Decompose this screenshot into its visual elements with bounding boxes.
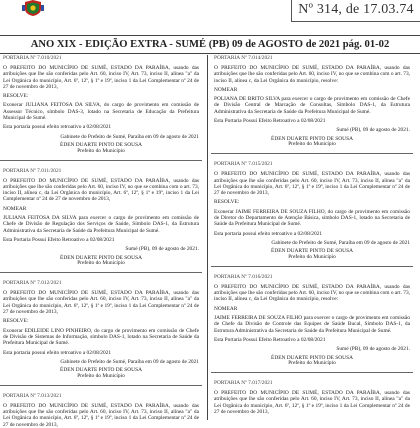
portaria-effect: Esta Portaria Possui Efeito Retroativo a 02/08/2021 <box>3 236 115 243</box>
portaria-block <box>3 168 199 274</box>
municipal-coat-of-arms-logo <box>22 0 44 16</box>
signer-name: ÉDEN DUARTE PINTO DE SOUSA <box>271 135 353 142</box>
portaria-date: Sumé (PB), 09 de agosto de 2021. <box>125 246 199 253</box>
block-divider <box>211 372 413 373</box>
signer-role: Prefeito do Município <box>288 360 336 367</box>
portaria-verb: RESOLVE: <box>3 93 29 100</box>
portaria-body: Exonerar JULIANA FEITOSA DA SILVA, do cargo de provimento em comissão de Assessor Técnico, símbolo DAS-3, lotado na Secretaria de Educação da Prefeitura Municipal de Sumé. <box>3 102 199 122</box>
column-separator <box>207 55 208 420</box>
header-rule-top <box>0 35 420 36</box>
portaria-intro: O PREFEITO DO MUNICÍPIO DE SUMÉ, ESTADO DA PARAÍBA, usando das atribuições que lhe são conferidas pelo Art. 60, inciso IV, Art. 73, inciso II, alínea "a" da Lei Orgânica do município, Art. 6º, 12º, § 1º e 19º, inciso 1 da Lei Complementar nº 24 de 27 de novembro de 2013, <box>214 171 410 197</box>
signer-role: Prefeito do Município <box>288 254 336 261</box>
portaria-date: Sumé (PB), 09 de agosto de 2021. <box>336 346 410 353</box>
portaria-body: JULIANA FEITOSA DA SILVA para exercer o cargo de provimento em comissão de Chefe de Divisão de Regulação dos Serviços de Saúde, Símbolo DAS-1, da Estrutura Administrativa da Secretaria de Saúde da Prefeitura Municipal de Sumé. <box>3 215 199 234</box>
portaria-date: Gabinete do Prefeito de Sumé, Paraíba em 09 de agosto de 2021 <box>60 133 199 140</box>
portaria-effect: Esta Portaria Possui Efeito Retroativo a 02/08/2021 <box>214 118 326 125</box>
portaria-intro: O PREFEITO DO MUNICÍPIO DE SUMÉ, ESTADO DA PARAÍBA, usando das atribuições que lhe são conferidas pelo Art. 60, inciso IV, no que se combina com o art. 73, inciso II, alínea c, da Lei Orgânica do município, resolve: <box>214 283 411 303</box>
block-divider <box>0 385 202 386</box>
portaria-body: Exonerar EDILEIDE LINO PINHEIRO, do cargo de provimento em comissão de Chefe de Divisão de Sistemas de Informação, símbolo DAS-1, lotado na Secretaria de Saúde da Prefeitura Municipal de Sumé. <box>3 327 199 347</box>
portaria-verb: NOMEAR <box>3 205 27 212</box>
portaria-block <box>3 280 199 386</box>
portaria-intro: O PREFEITO DO MUNICÍPIO DE SUMÉ, ESTADO DA PARAÍBA, usando das atribuições que lhe são conferidas pelo Art. 60, inciso IV, no que se combina com o art. 73, inciso II, alínea c, da Lei Orgânica do município, Art. 6º, 12º, § 1º e 19º, inciso 1 da Lei Complementar nº 24 de 27 de novembro de 2013, <box>3 177 200 203</box>
signer-name: ÉDEN DUARTE PINTO DE SOUSA <box>60 141 142 148</box>
portaria-signature <box>3 256 199 268</box>
law-number-box: Nº 314, de 17.03.74 <box>291 0 420 22</box>
signer-name: ÉDEN DUARTE PINTO DE SOUSA <box>60 254 142 261</box>
portaria-signature <box>214 137 410 149</box>
portaria-effect: Esta portaria possui efeito retroativo a 02/08/2021 <box>3 124 112 131</box>
portaria-title: PORTARIA Nº 7.012/2021 <box>3 280 62 287</box>
edition-line: ANO XIX - EDIÇÃO EXTRA - SUMÉ (PB) 09 de AGOSTO de 2021 pág. 01-02 <box>30 39 390 50</box>
portaria-block <box>214 55 410 154</box>
portaria-verb: RESOLVE: <box>3 318 29 325</box>
block-divider <box>211 266 413 267</box>
portaria-date: Gabinete do Prefeito de Sumé, Paraíba em 09 de agosto de 2021 <box>60 358 199 365</box>
portaria-intro: O PREFEITO DO MUNICÍPIO DE SUMÉ, ESTADO DA PARAÍBA, usando das atribuições que lhe são conferidas pelo Art. 60, inciso IV, Art. 73, inciso II, alínea "a" da Lei Orgânica do município, Art. 6º, 12º, § 1º e 19º, inciso 1 da Lei Complementar nº 24 de 27 de novembro de 2013, <box>3 402 199 428</box>
portaria-effect: Esta Portaria Possui Efeito Retroativo a 02/08/2021 <box>214 336 326 343</box>
portaria-signature <box>214 356 410 368</box>
signer-role: Prefeito do Município <box>77 260 125 267</box>
portaria-body: JAIME FERREIRA DE SOUZA FILHO para exercer o cargo de provimento em comissão de Chefe da Divisão de Controle das Equipes de Saúde Bucal, Símbolo DAS-1, da Estrutura Administrativa da Secretaria de Saúde da Prefeitura Municipal de Sumé. <box>214 315 410 334</box>
portaria-signature <box>3 143 199 155</box>
portaria-verb: NOMEAR <box>214 305 238 312</box>
portaria-title: PORTARIA Nº 7.011/2021 <box>3 167 62 174</box>
portaria-body: POLIANA DE BRITO SILVA para exercer o cargo de provimento em comissão de Chefe de Divisão Central de Marcação de Consultas, Símbolo DAS-1, da Estrutura Administrativa da Secretaria de Saúde da Prefeitura Municipal de Sumé. <box>214 96 410 115</box>
portaria-signature <box>214 249 410 261</box>
left-column <box>3 55 200 428</box>
portaria-date: Gabinete do Prefeito de Sumé, Paraíba em 09 de agosto de 2021 <box>271 239 410 246</box>
masthead <box>0 0 420 36</box>
portaria-verb: RESOLVE: <box>214 199 240 206</box>
portaria-intro: O PREFEITO DO MUNICÍPIO DE SUMÉ, ESTADO DA PARAÍBA, usando das atribuições que lhe são conferidas pelo Art. 60, inciso IV, no que se combina com o art. 73, inciso II, alínea c, da Lei Orgânica do município, resolve: <box>214 65 411 84</box>
block-divider <box>211 153 413 154</box>
portaria-intro: O PREFEITO DO MUNICÍPIO DE SUMÉ, ESTADO DA PARAÍBA, usando das atribuições que lhe são conferidas pelo Art. 60, inciso IV, Art. 73, inciso II, alínea "a" da Lei Orgânica do município, Art. 6º, 12º, § 1º e 19º, inciso 1 da Lei Complementar nº 24 de 27 de novembro de 2013, <box>214 390 410 415</box>
signer-name: ÉDEN DUARTE PINTO DE SOUSA <box>271 354 353 361</box>
signer-role: Prefeito do Município <box>77 147 125 154</box>
portaria-title: PORTARIA Nº 7.015/2021 <box>214 161 273 168</box>
signer-role: Prefeito do Município <box>288 141 336 148</box>
signer-name: ÉDEN DUARTE PINTO DE SOUSA <box>60 367 142 374</box>
portaria-title: PORTARIA Nº 7.016/2021 <box>214 273 273 280</box>
portaria-date: Sumé (PB), 09 de agosto de 2021. <box>336 127 410 134</box>
portaria-block <box>214 380 410 415</box>
header-rule-bottom <box>0 53 420 54</box>
portaria-body: Exonerar JAIME FERREIRA DE SOUZA FILHO, do cargo de provimento em comissão de Diretor do Departamento de Atenção Básica, símbolo DAS-1, lotado na Secretaria de Saúde da Prefeitura Municipal de Sumé. <box>214 208 410 228</box>
block-divider <box>0 272 202 273</box>
portaria-verb: NOMEAR <box>214 86 238 93</box>
portaria-signature <box>3 368 199 380</box>
portaria-intro: O PREFEITO DO MUNICÍPIO DE SUMÉ, ESTADO DA PARAÍBA, usando das atribuições que lhe são conferidas pelo Art. 60, inciso IV, Art. 73, inciso II, alínea "a" da Lei Orgânica do município, Art. 6º, 12º, § 1º e 19º, inciso 1 da Lei Complementar nº 24 de 27 de novembro de 2013, <box>3 65 199 90</box>
portaria-title: PORTARIA Nº 7.017/2021 <box>214 380 273 387</box>
portaria-block <box>3 55 199 161</box>
portaria-block <box>214 161 410 267</box>
block-divider <box>0 160 202 161</box>
portaria-block <box>214 274 410 373</box>
signer-role: Prefeito do Município <box>77 372 125 379</box>
portaria-block <box>3 393 199 428</box>
portaria-effect: Esta portaria possui efeito retroativo a 02/08/2021 <box>214 230 323 237</box>
portaria-title: PORTARIA Nº 7.010/2021 <box>3 55 62 61</box>
portaria-intro: O PREFEITO DO MUNICÍPIO DE SUMÉ, ESTADO DA PARAÍBA, usando das atribuições que lhe são conferidas pelo Art. 60, inciso IV, Art. 73, inciso II, alínea "a" da Lei Orgânica do município, Art. 6º, 12º, § 1º e 19º, inciso 1 da Lei Complementar nº 24 de 27 de novembro de 2013, <box>3 290 199 316</box>
right-column <box>214 55 410 420</box>
portaria-effect: Esta portaria possui efeito retroativo a 02/08/2021 <box>3 349 112 356</box>
portaria-title: PORTARIA Nº 7.014/2021 <box>214 55 273 61</box>
signer-name: ÉDEN DUARTE PINTO DE SOUSA <box>271 248 353 255</box>
portaria-title: PORTARIA Nº 7.013/2021 <box>3 392 62 399</box>
